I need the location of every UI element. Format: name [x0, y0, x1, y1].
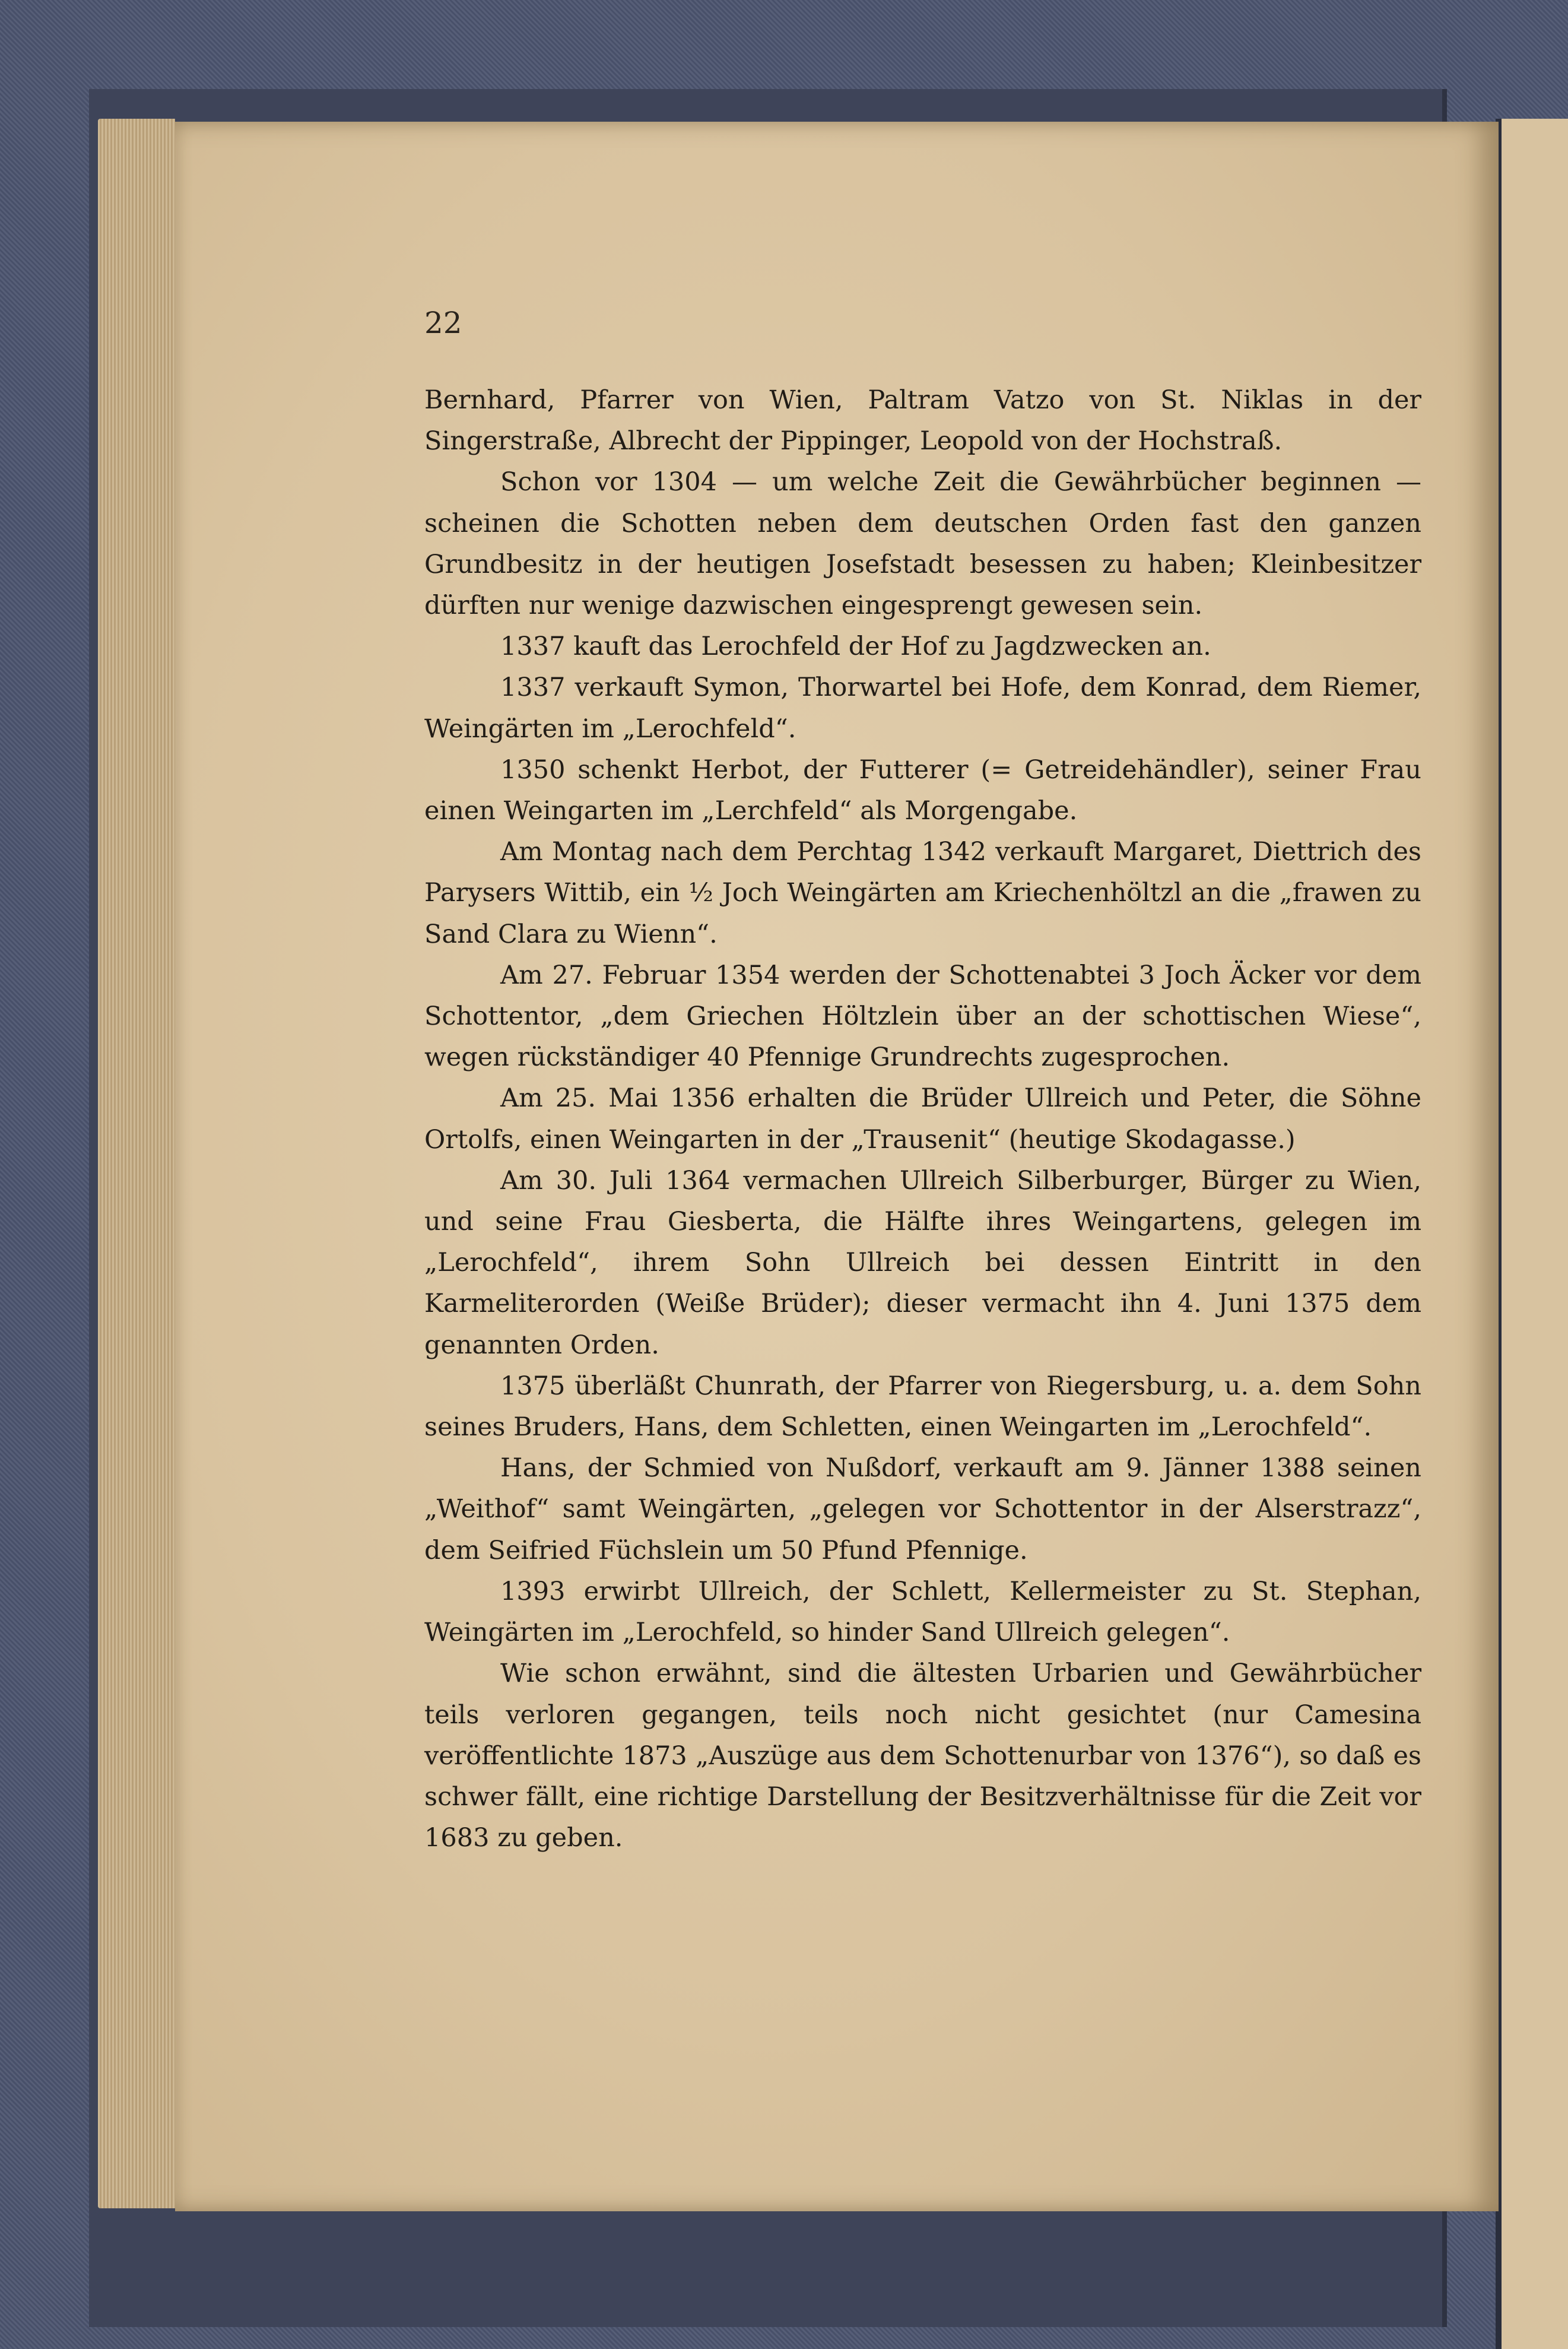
- paragraph: 1337 kauft das Lerochfeld der Hof zu Jagdzwecken an.: [500, 632, 1211, 662]
- paragraph: Wie schon erwähnt, sind die ältesten Urbarien und Gewährbücher teils verloren gegangen, teils noch nicht gesichtet (nur Camesina veröffentlichte 1873 „Auszüge aus dem Schottenurbar von 1376“), so daß es schwer fällt, eine richtige Darstellung der Besitzverhältnisse für die Zeit vor 1683 zu geben.: [424, 1659, 1421, 1853]
- paragraph: Bernhard, Pfarrer von Wien, Paltram Vatzo von St. Niklas in der Singerstraße, Albrecht der Pippinger, Leopold von der Hochstraß.: [424, 385, 1421, 457]
- facing-page-edge: [1496, 119, 1568, 2349]
- paragraph: 1337 verkauft Symon, Thorwartel bei Hofe, dem Konrad, dem Riemer, Weingärten im „Lerochfeld“.: [424, 673, 1421, 744]
- paragraph: Am Montag nach dem Perchtag 1342 verkauft Margaret, Diettrich des Parysers Wittib, ein ½ Joch Weingärten am Kriechenhöltzl an die „frawen zu Sand Clara zu Wienn“.: [424, 837, 1421, 949]
- paragraph: Hans, der Schmied von Nußdorf, verkauft am 9. Jänner 1388 seinen „Weithof“ samt Weingärten, „gelegen vor Schottentor in der Alserstrazz“, dem Seifried Füchslein um 50 Pfund Pfennige.: [424, 1453, 1421, 1565]
- paragraph: 1393 erwirbt Ullreich, der Schlett, Kellermeister zu St. Stephan, Weingärten im „Lerochfeld, so hinder Sand Ullreich gelegen“.: [424, 1576, 1421, 1648]
- paragraph: 1350 schenkt Herbot, der Futterer (= Getreidehändler), seiner Frau einen Weingarten im „Lerchfeld“ als Morgengabe.: [424, 755, 1421, 826]
- page-edges: [98, 119, 175, 2208]
- paragraph: Schon vor 1304 — um welche Zeit die Gewährbücher beginnen — scheinen die Schotten neben dem deutschen Orden fast den ganzen Grundbesitz in der heutigen Josefstadt besessen zu haben; Kleinbesitzer dürften nur wenige dazwischen eingesprengt gewesen sein.: [424, 467, 1421, 621]
- paragraph: Am 27. Februar 1354 werden der Schottenabtei 3 Joch Äcker vor dem Schottentor, „dem Griechen Höltzlein über an der schottischen Wiese“, wegen rückständiger 40 Pfennige Grundrechts zugesprochen.: [424, 960, 1421, 1073]
- page-number: 22: [424, 306, 462, 340]
- paragraph: 1375 überläßt Chunrath, der Pfarrer von Riegersburg, u. a. dem Sohn seines Bruders, Hans, dem Schletten, einen Weingarten im „Lerochfeld“.: [424, 1371, 1421, 1443]
- paragraph: Am 30. Juli 1364 vermachen Ullreich Silberburger, Bürger zu Wien, und seine Frau Giesberta, die Hälfte ihres Weingartens, gelegen im „Lerochfeld“, ihrem Sohn Ullreich bei dessen Eintritt in den Karmeliterorden (Weiße Brüder); dieser vermacht ihn 4. Juni 1375 dem genannten Orden.: [424, 1165, 1421, 1360]
- paragraph: Am 25. Mai 1356 erhalten die Brüder Ullreich und Peter, die Söhne Ortolfs, einen Weingarten in der „Trausenit“ (heutige Skodagasse.): [424, 1083, 1421, 1155]
- page-body: [424, 380, 1421, 1859]
